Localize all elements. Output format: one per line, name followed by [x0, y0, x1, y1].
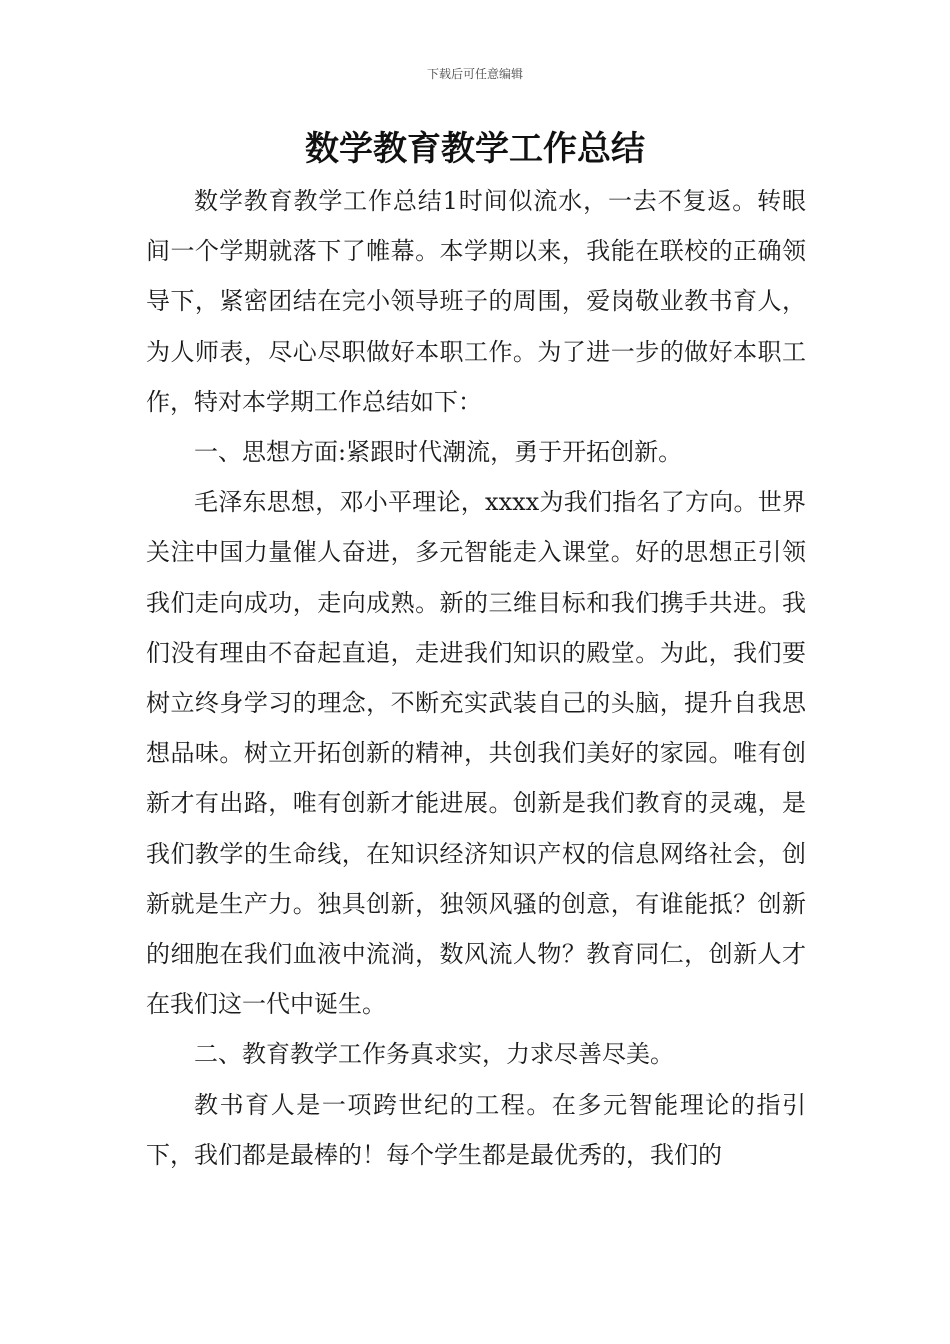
header-note: 下载后可任意编辑 — [426, 67, 523, 81]
paragraph-thought: 毛泽东思想，邓小平理论，xxxx为我们指名了方向。世界关注中国力量催人奋进，多元智能走入课堂。好的思想正引领我们走向成功，走向成熟。新的三维目标和我们携手共进。我们没有理由不奋起直追，走进我们知识的殿堂。为此，我们要树立终身学习的理念，不断充实武装自己的头脑，提升自我思想品味。树立开拓创新的精神，共创我们美好的家园。唯有创新才有出路，唯有创新才能进展。创新是我们教育的灵魂，是我们教学的生命线，在知识经济知识产权的信息网络社会，创新就是生产力。独具创新，独领风骚的创意，有谁能抵？创新的细胞在我们血液中流淌，数风流人物？教育同仁，创新人才在我们这一代中诞生。 — [146, 488, 806, 1019]
section-heading-teaching: 二、教育教学工作务真求实，力求尽善尽美。 — [194, 1040, 674, 1069]
paragraph-intro: 数学教育教学工作总结1时间似流水，一去不复返。转眼间一个学期就落下了帷幕。本学期以来，我能在联校的正确领导下，紧密团结在完小领导班子的周围，爱岗敬业教书育人，为人师表，尽心尽职做好本职工作。为了进一步的做好本职工作，特对本学期工作总结如下： — [146, 187, 806, 416]
document-body — [146, 176, 806, 1180]
section-heading-thought: 一、思想方面:紧跟时代潮流，勇于开拓创新。 — [194, 438, 683, 467]
document-title: 数学教育教学工作总结 — [305, 129, 645, 169]
paragraph-teaching: 教书育人是一项跨世纪的工程。在多元智能理论的指引下，我们都是最棒的！每个学生都是最优秀的，我们的 — [146, 1090, 806, 1169]
